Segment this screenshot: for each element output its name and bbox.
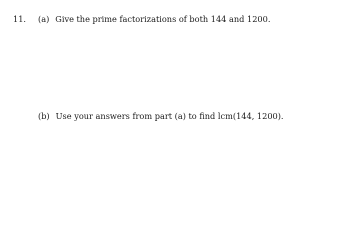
part-a-text: Give the prime factorizations of both 144 and 1200. xyxy=(55,14,271,24)
part-b-label: (b) xyxy=(38,111,50,121)
part-b xyxy=(38,112,284,120)
part-a-label: (a) xyxy=(38,14,50,24)
problem-number: 11. xyxy=(13,14,27,24)
part-a xyxy=(38,15,270,23)
part-b-text: Use your answers from part (a) to find lcm(144, 1200). xyxy=(55,111,284,121)
